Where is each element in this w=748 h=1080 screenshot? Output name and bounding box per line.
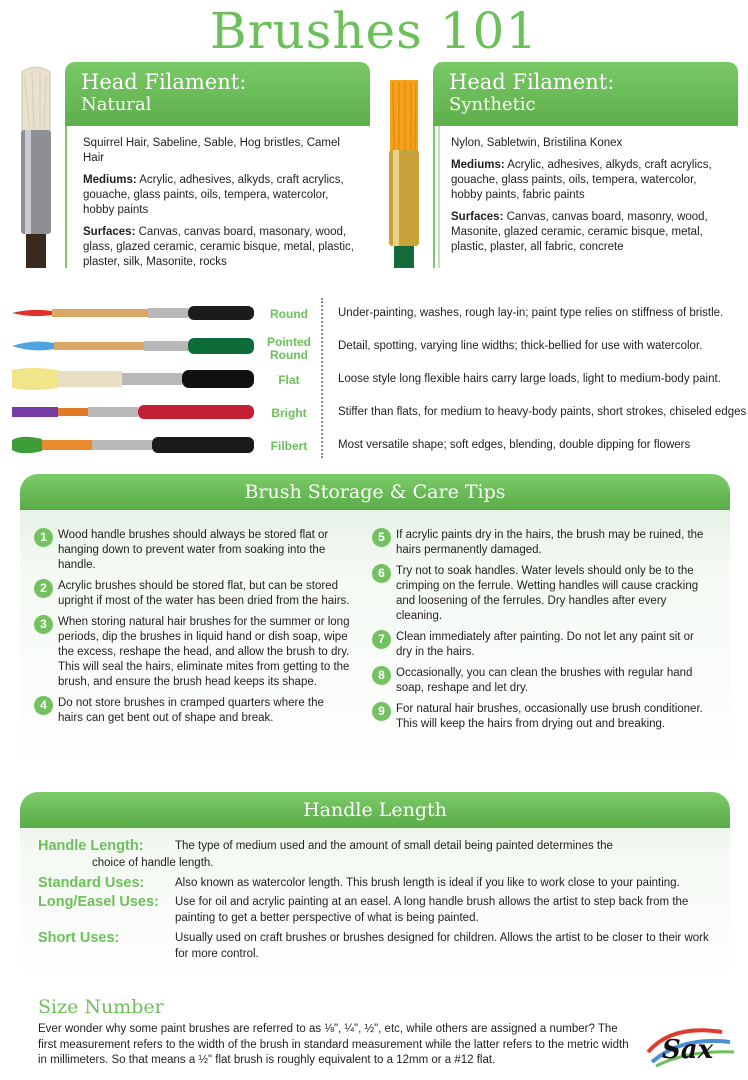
- round-brush-icon: [12, 300, 254, 326]
- pointed-round-brush-icon: [12, 333, 254, 359]
- synthetic-surfaces: [451, 210, 728, 255]
- care-tips-card: [20, 474, 730, 778]
- tip-number-badge: 7: [372, 630, 391, 649]
- natural-heading-2: Natural: [81, 94, 152, 115]
- care-tips-right: [372, 528, 712, 738]
- page-title: Brushes 101: [209, 2, 539, 60]
- care-tip: [34, 579, 352, 609]
- shape-row-flat: [0, 364, 748, 394]
- care-tip: [372, 630, 712, 660]
- care-tips-title: Brush Storage & Care Tips: [20, 474, 730, 510]
- tip-text: Wood handle brushes should always be stored flat or hanging down to prevent water from soaking into the handle.: [58, 529, 329, 571]
- size-number-title: Size Number: [38, 996, 164, 1018]
- tip-number-badge: 9: [372, 702, 391, 721]
- shape-name-flat: Flat: [278, 373, 300, 387]
- tip-text: When storing natural hair brushes for the summer or long periods, dip the brushes in liquid hand or dish soap, wipe the excess, reshape the head, and allow the brush to dry. This will seal the hairs, eliminate mites from getting to the brush, and ensure the brush head keeps its shape.: [58, 616, 350, 688]
- tip-number-badge: 1: [34, 528, 53, 547]
- natural-heading-1: Head Filament:: [81, 70, 247, 94]
- care-tip: [372, 666, 712, 696]
- shape-row-pointed-round: [0, 331, 748, 361]
- shape-name-pointed-round: Pointed Round: [267, 335, 311, 362]
- tip-number-badge: 5: [372, 528, 391, 547]
- tip-number-badge: 6: [372, 564, 391, 583]
- tip-number-badge: 4: [34, 696, 53, 715]
- mediums-label: Mediums:: [83, 174, 137, 186]
- shape-name-round: Round: [270, 307, 308, 321]
- mediums-label: Mediums:: [451, 159, 505, 171]
- size-number-text: Ever wonder why some paint brushes are referred to as ⅛", ¼", ½", etc, while others are assigned a number? The first measurement refers to the width of the brush in standard measurement while the latter refers to the metric width in millimeters. So that means a ½" flat brush is roughly equivalent to a 12mm or a #12 flat.: [38, 1023, 629, 1066]
- handle-row-text: Use for oil and acrylic painting at an easel. A long handle brush allows the artist to step back from the painting to get a better perspective of what is being painted.: [175, 896, 689, 924]
- synthetic-body: [433, 126, 738, 268]
- handle-row-label: Handle Length:: [38, 838, 144, 854]
- handle-length-card: [20, 792, 730, 982]
- handle-length-title: Handle Length: [20, 792, 730, 828]
- synthetic-mediums: [451, 158, 728, 203]
- bright-brush-icon: [12, 399, 254, 425]
- synthetic-heading-2: Synthetic: [449, 94, 536, 115]
- synthetic-heading-1: Head Filament:: [449, 70, 615, 94]
- tip-text: Acrylic brushes should be stored flat, but can be stored upright if most of the water has been dried from the hairs.: [58, 580, 350, 607]
- natural-surfaces: [83, 225, 360, 270]
- tip-text: For natural hair brushes, occasionally use brush conditioner. This will keep the hairs from drying out and breaking.: [396, 703, 703, 730]
- shape-name-filbert: Filbert: [270, 439, 308, 453]
- logo-text: Sax: [662, 1035, 714, 1065]
- care-tip: [372, 564, 712, 624]
- natural-mediums: [83, 173, 360, 218]
- tip-number-badge: 2: [34, 579, 53, 598]
- natural-body: [65, 126, 370, 268]
- shape-row-bright: [0, 397, 748, 427]
- tip-number-badge: 3: [34, 615, 53, 634]
- care-tip: [372, 528, 712, 558]
- shape-desc-bright: Stiffer than flats, for medium to heavy-body paints, short strokes, chiseled edges: [338, 406, 747, 418]
- natural-header: [65, 62, 370, 126]
- care-tip: [34, 615, 352, 690]
- shape-desc-round: Under-painting, washes, rough lay-in; paint type relies on stiffness of bristle.: [338, 307, 724, 319]
- care-tips-left: [34, 528, 352, 732]
- shape-row-round: [0, 298, 748, 328]
- shape-desc-pointed-round: Detail, spotting, varying line widths; thick-bellied for use with watercolor.: [338, 340, 703, 352]
- tip-text: Do not store brushes in cramped quarters where the hairs can get bent out of shape and break.: [58, 697, 324, 724]
- handle-row-text: Also known as watercolor length. This brush length is ideal if you like to work close to your painting.: [175, 877, 680, 889]
- synthetic-header: [433, 62, 738, 126]
- tip-text: If acrylic paints dry in the hairs, the brush may be ruined, the hairs permanently damaged.: [396, 529, 704, 556]
- flat-brush-icon: [12, 366, 254, 392]
- tip-text: Clean immediately after painting. Do not let any paint sit or dry in the hairs.: [396, 631, 694, 658]
- shape-desc-flat: Loose style long flexible hairs carry large loads, light to medium-body paint.: [338, 373, 721, 385]
- natural-brush-image: [10, 62, 62, 268]
- care-tip: [372, 702, 712, 732]
- handle-row-label: Short Uses:: [38, 930, 120, 946]
- natural-types: Squirrel Hair, Sabeline, Sable, Hog bristles, Camel Hair: [83, 137, 340, 164]
- handle-row-label: Standard Uses:: [38, 875, 145, 891]
- synthetic-mediums-text: Acrylic, adhesives, alkyds, craft acrylics, gouache, glass paints, oils, tempera, watercolor, hobby paints, fabric paints: [451, 159, 712, 201]
- tip-number-badge: 8: [372, 666, 391, 685]
- filbert-brush-icon: [12, 432, 254, 458]
- synthetic-filament-section: [378, 62, 738, 268]
- synthetic-types: Nylon, Sabletwin, Bristilina Konex: [451, 137, 623, 149]
- handle-row-continuation: [38, 855, 712, 871]
- handle-row-text-2: choice of handle length.: [92, 857, 214, 869]
- handle-row-text: Usually used on craft brushes or brushes designed for children. Allows the artist to be closer to their work for more control.: [175, 932, 709, 960]
- synthetic-brush-image: [378, 62, 430, 268]
- shape-name-bright: Bright: [271, 406, 307, 420]
- care-tip: [34, 696, 352, 726]
- care-tip: [34, 528, 352, 573]
- tip-text: Try not to soak handles. Water levels should only be to the crimping on the ferrule. Wetting handles will cause cracking and loosening of the ferrules. Dry handles after every cleaning.: [396, 565, 699, 622]
- natural-filament-section: [10, 62, 370, 268]
- shape-desc-filbert: Most versatile shape; soft edges, blending, double dipping for flowers: [338, 439, 691, 451]
- handle-row-text: The type of medium used and the amount of small detail being painted determines the: [175, 840, 613, 852]
- tip-text: Occasionally, you can clean the brushes with regular hand soap, reshape and let dry.: [396, 667, 693, 694]
- sax-logo: [642, 1022, 738, 1070]
- surfaces-label: Surfaces:: [451, 211, 504, 223]
- synthetic-surfaces-text: Canvas, canvas board, masonry, wood, Masonite, glazed ceramic, ceramic bisque, metal, plastic, plaster, all fabric, concrete: [451, 211, 708, 253]
- natural-mediums-text: Acrylic, adhesives, alkyds, craft acrylics, gouache, glass paints, oils, tempera, watercolor, hobby paints: [83, 174, 344, 216]
- shape-row-filbert: [0, 430, 748, 460]
- surfaces-label: Surfaces:: [83, 226, 136, 238]
- natural-surfaces-text: Canvas, canvas board, masonary, wood, glass, glazed ceramic, ceramic bisque, metal, plastic, plaster, silk, Masonite, rocks: [83, 226, 354, 268]
- handle-row-label: Long/Easel Uses:: [38, 894, 159, 910]
